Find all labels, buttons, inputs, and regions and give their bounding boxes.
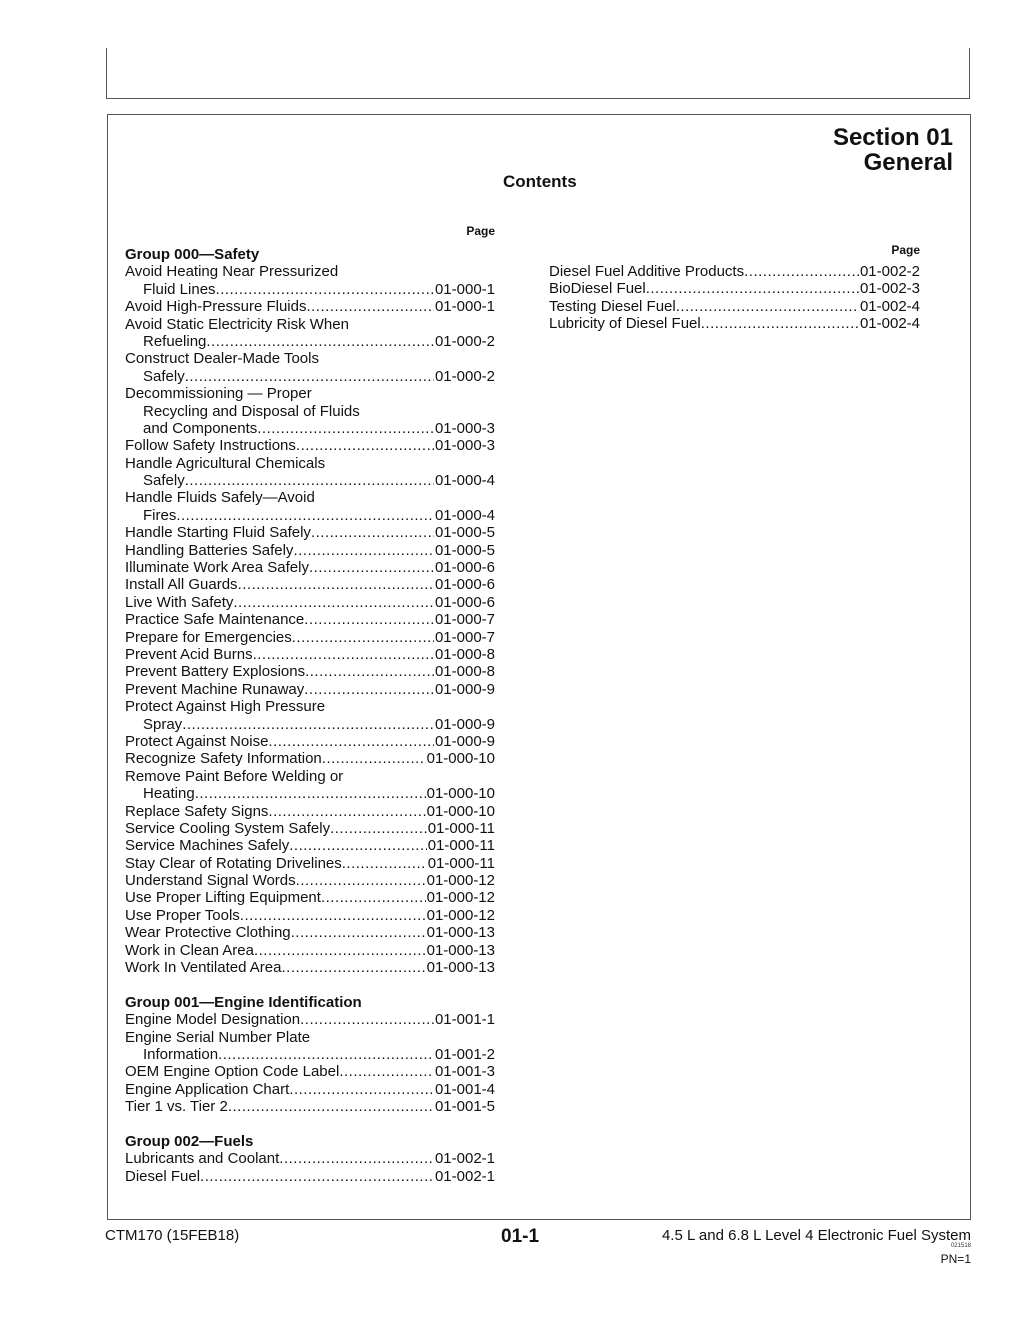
section-heading xyxy=(833,125,953,175)
toc-entry-line xyxy=(125,942,495,959)
toc-entry xyxy=(125,959,495,976)
toc-leader-dots xyxy=(279,1150,434,1167)
toc-entry-text: Safely xyxy=(143,472,185,490)
toc-entry xyxy=(125,455,495,490)
toc-entry-page: 01-000-6 xyxy=(434,559,495,577)
toc-entry-text: Prevent Machine Runaway xyxy=(125,680,305,698)
toc-entry-page: 01-000-10 xyxy=(426,785,495,803)
toc-leader-dots xyxy=(216,281,434,298)
toc-entry-text: Fluid Lines xyxy=(143,280,216,298)
page-column-label: Page xyxy=(891,243,920,257)
toc-entry-line xyxy=(125,663,495,680)
toc-entry-line xyxy=(125,872,495,889)
toc-entry-page: 01-000-12 xyxy=(426,872,495,890)
toc-leader-dots xyxy=(342,855,427,872)
toc-entry-page: 01-000-10 xyxy=(426,802,495,820)
toc-entry xyxy=(125,1011,495,1028)
toc-entry-line xyxy=(125,646,495,663)
toc-leader-dots xyxy=(676,298,859,315)
toc-entry-text: Avoid Static Electricity Risk When xyxy=(125,315,349,333)
toc-entry xyxy=(125,559,495,576)
toc-leader-dots xyxy=(306,298,433,315)
toc-entry-text: Handle Starting Fluid Safely xyxy=(125,524,311,542)
toc-entry-text: Safely xyxy=(143,367,185,385)
toc-entry-line xyxy=(125,403,495,420)
toc-leader-dots xyxy=(281,959,425,976)
toc-entry-page: 01-000-3 xyxy=(434,419,495,437)
toc-entry-line xyxy=(549,280,920,297)
toc-entry-text: Use Proper Lifting Equipment xyxy=(125,889,321,907)
section-title: General xyxy=(863,149,953,176)
toc-entry-line xyxy=(125,1011,495,1028)
toc-entry-text: Understand Signal Words xyxy=(125,872,296,890)
toc-entry-page: 01-002-1 xyxy=(434,1167,495,1185)
toc-entry-page: 01-001-1 xyxy=(434,1011,495,1029)
toc-entry xyxy=(125,316,495,351)
toc-entry-line xyxy=(125,420,495,437)
toc-entry-text: Handling Batteries Safely xyxy=(125,541,294,559)
toc-entry-text: Lubricity of Diesel Fuel xyxy=(549,315,701,333)
toc-entry-page: 01-000-1 xyxy=(434,298,495,316)
toc-entry-text: Protect Against High Pressure xyxy=(125,698,326,716)
toc-entry-text: Stay Clear of Rotating Drivelines xyxy=(125,854,342,872)
footer-page-number: 01-1 xyxy=(501,1226,540,1247)
footer-code: 021518 xyxy=(950,1243,971,1249)
toc-entry-text: Testing Diesel Fuel xyxy=(549,297,676,315)
toc-entry-text: Wear Protective Clothing xyxy=(125,924,291,942)
toc-entry-text: Practice Safe Maintenance xyxy=(125,611,305,629)
toc-entry xyxy=(549,280,920,297)
toc-entry-page: 01-000-13 xyxy=(426,924,495,942)
toc-entry-page: 01-000-11 xyxy=(427,854,495,872)
toc-entry-line xyxy=(125,298,495,315)
toc-leader-dots xyxy=(206,333,434,350)
toc-entry-page: 01-000-11 xyxy=(427,819,495,837)
toc-entry xyxy=(549,315,920,332)
toc-entry-page: 01-000-2 xyxy=(434,367,495,385)
toc-entry-page: 01-000-12 xyxy=(426,889,495,907)
toc-entry xyxy=(125,924,495,941)
toc-entry-page: 01-002-3 xyxy=(859,280,920,298)
toc-entry-page: 01-000-9 xyxy=(434,715,495,733)
toc-right-column xyxy=(549,241,920,333)
toc-entry-text: Follow Safety Instructions xyxy=(125,437,296,455)
toc-entry-line xyxy=(125,489,495,506)
toc-entry-text: Prevent Acid Burns xyxy=(125,645,253,663)
toc-entry-page: 01-000-4 xyxy=(434,472,495,490)
contents-title: Contents xyxy=(503,172,577,191)
toc-entry-line xyxy=(125,316,495,333)
toc-leader-dots xyxy=(185,472,434,489)
toc-leader-dots xyxy=(268,733,434,750)
toc-entry-page: 01-002-4 xyxy=(859,315,920,333)
footer-title: 4.5 L and 6.8 L Level 4 Electronic Fuel System xyxy=(661,1227,971,1244)
toc-entry-line xyxy=(125,594,495,611)
toc-leader-dots xyxy=(291,924,426,941)
toc-leader-dots xyxy=(292,629,434,646)
toc-leader-dots xyxy=(218,1046,434,1063)
toc-entry-text: Work In Ventilated Area xyxy=(125,959,282,977)
toc-entry-text: Spray xyxy=(143,715,183,733)
toc-entry-line xyxy=(125,350,495,367)
section-number: Section 01 xyxy=(832,124,953,151)
toc-entry-line xyxy=(549,263,920,280)
toc-group-title: Group 001—Engine Identification xyxy=(125,993,362,1011)
toc-entry-line xyxy=(549,315,920,332)
toc-entry xyxy=(125,1029,495,1064)
toc-entry-line xyxy=(125,368,495,385)
toc-entry-page: 01-000-7 xyxy=(434,628,495,646)
toc-entry-text: OEM Engine Option Code Label xyxy=(125,1063,340,1081)
toc-entry-line xyxy=(125,385,495,402)
toc-entry xyxy=(125,733,495,750)
contents-frame xyxy=(107,114,971,1220)
toc-entry-text: Replace Safety Signs xyxy=(125,802,269,820)
toc-entry-line xyxy=(125,1046,495,1063)
toc-entry-text: Protect Against Noise xyxy=(125,732,269,750)
toc-entry xyxy=(125,646,495,663)
toc-leader-dots xyxy=(646,280,859,297)
toc-entry-text: Illuminate Work Area Safely xyxy=(125,559,309,577)
toc-leader-dots xyxy=(228,1098,434,1115)
toc-entry-text: Remove Paint Before Welding or xyxy=(125,767,344,785)
toc-entry-line xyxy=(125,750,495,767)
toc-leader-dots xyxy=(309,559,434,576)
toc-entry-text: BioDiesel Fuel xyxy=(549,280,646,298)
toc-entry-page: 01-000-11 xyxy=(427,837,495,855)
toc-leader-dots xyxy=(296,437,434,454)
toc-entry-text: Lubricants and Coolant xyxy=(125,1150,280,1168)
toc-entry-text: Engine Application Chart xyxy=(125,1080,290,1098)
toc-entry-page: 01-000-13 xyxy=(426,959,495,977)
toc-leader-dots xyxy=(182,716,434,733)
toc-leader-dots xyxy=(233,594,434,611)
toc-entry-page: 01-000-9 xyxy=(434,732,495,750)
toc-entry xyxy=(549,298,920,315)
toc-entry xyxy=(125,298,495,315)
toc-entry xyxy=(125,1098,495,1115)
toc-group-title: Group 002—Fuels xyxy=(125,1132,254,1150)
toc-entry-text: Service Machines Safely xyxy=(125,837,290,855)
page-column-label: Page xyxy=(466,224,495,238)
toc-entry-line xyxy=(125,576,495,593)
footer-doc-id: CTM170 (15FEB18) xyxy=(105,1227,240,1244)
toc-leader-dots xyxy=(322,750,426,767)
toc-entry xyxy=(125,385,495,437)
toc-entry-page: 01-001-4 xyxy=(434,1080,495,1098)
toc-entry-line xyxy=(125,924,495,941)
toc-entry-line xyxy=(125,1150,495,1167)
toc-leader-dots xyxy=(253,646,434,663)
toc-entry-text: Prevent Battery Explosions xyxy=(125,663,306,681)
toc-entry-page: 01-000-3 xyxy=(434,437,495,455)
toc-entry xyxy=(125,768,495,803)
toc-entry-line xyxy=(125,524,495,541)
toc-entry xyxy=(549,263,920,280)
toc-entry xyxy=(125,263,495,298)
toc-entry-text: Service Cooling System Safely xyxy=(125,819,331,837)
toc-entry xyxy=(125,1150,495,1167)
toc-entry-line xyxy=(125,837,495,854)
toc-leader-dots xyxy=(296,872,426,889)
toc-leader-dots xyxy=(321,889,426,906)
toc-entry-page: 01-000-6 xyxy=(434,576,495,594)
toc-entry xyxy=(125,942,495,959)
toc-leader-dots xyxy=(339,1063,434,1080)
toc-entry-text: Live With Safety xyxy=(125,593,234,611)
toc-entry-line xyxy=(125,855,495,872)
toc-leader-dots xyxy=(185,368,434,385)
toc-entry-text: Install All Guards xyxy=(125,576,238,594)
toc-entry-line xyxy=(125,437,495,454)
toc-entry-line xyxy=(125,681,495,698)
toc-entry-text: Construct Dealer-Made Tools xyxy=(125,350,319,368)
toc-entry-line xyxy=(125,472,495,489)
toc-entry xyxy=(125,872,495,889)
toc-entry-text: Fires xyxy=(143,506,177,524)
toc-entry-line xyxy=(125,281,495,298)
toc-leader-dots xyxy=(330,820,427,837)
toc-entry-text: and Components xyxy=(143,419,258,437)
toc-entry-page: 01-000-4 xyxy=(434,506,495,524)
toc-leader-dots xyxy=(744,263,859,280)
toc-leader-dots xyxy=(257,420,434,437)
toc-entry-line xyxy=(125,1098,495,1115)
toc-entry xyxy=(125,907,495,924)
toc-entry-line xyxy=(125,959,495,976)
group-spacer xyxy=(125,1116,495,1133)
toc-entry xyxy=(125,681,495,698)
toc-entry-text: Information xyxy=(143,1045,219,1063)
toc-entry-text: Handle Agricultural Chemicals xyxy=(125,454,326,472)
toc-entry xyxy=(125,437,495,454)
toc-entry-line xyxy=(125,611,495,628)
toc-entry xyxy=(125,1063,495,1080)
toc-entry-line xyxy=(125,333,495,350)
toc-entry xyxy=(125,1168,495,1185)
toc-leader-dots xyxy=(289,1081,434,1098)
toc-entry-text: Work in Clean Area xyxy=(125,941,254,959)
toc-entry-text: Refueling xyxy=(143,332,207,350)
toc-entry-page: 01-002-2 xyxy=(859,263,920,280)
toc-entry xyxy=(125,524,495,541)
toc-entry-page: 01-000-10 xyxy=(426,750,495,768)
toc-entry-line xyxy=(125,907,495,924)
toc-entry-line xyxy=(125,803,495,820)
toc-entry xyxy=(125,837,495,854)
toc-entry-text: Recycling and Disposal of Fluids xyxy=(143,402,360,420)
toc-entry-page: 01-001-5 xyxy=(434,1098,495,1116)
toc-entry-text: Engine Serial Number Plate xyxy=(125,1028,311,1046)
toc-entry-text: Recognize Safety Information xyxy=(125,750,322,768)
toc-entry-page: 01-000-1 xyxy=(434,280,495,298)
toc-entry-page: 01-000-2 xyxy=(434,332,495,350)
toc-entry xyxy=(125,820,495,837)
toc-leader-dots xyxy=(238,576,434,593)
toc-entry-line xyxy=(549,298,920,315)
toc-entry-text: Engine Model Designation xyxy=(125,1011,301,1029)
toc-entry-line xyxy=(125,889,495,906)
toc-entry xyxy=(125,698,495,733)
toc-entry-line xyxy=(125,1029,495,1046)
toc-entry xyxy=(125,576,495,593)
header-frame xyxy=(106,48,970,99)
toc-leader-dots xyxy=(254,942,426,959)
toc-entry xyxy=(125,542,495,559)
toc-leader-dots xyxy=(195,785,426,802)
toc-leader-dots xyxy=(200,1168,434,1185)
toc-entry-line xyxy=(125,733,495,750)
toc-entry-page: 01-000-6 xyxy=(434,593,495,611)
toc-entry-line xyxy=(125,507,495,524)
toc-entry-page: 01-000-13 xyxy=(426,941,495,959)
toc-leader-dots xyxy=(268,803,425,820)
toc-entry-line xyxy=(125,820,495,837)
toc-entry-line xyxy=(125,542,495,559)
toc-entry-page: 01-000-5 xyxy=(434,524,495,542)
toc-entry-page: 01-000-8 xyxy=(434,663,495,681)
toc-entry-text: Avoid Heating Near Pressurized xyxy=(125,263,339,281)
toc-entry-page: 01-001-2 xyxy=(434,1045,495,1063)
toc-entry-text: Handle Fluids Safely—Avoid xyxy=(125,489,315,507)
toc-leader-dots xyxy=(176,507,434,524)
toc-left-column xyxy=(125,222,495,1185)
toc-leader-dots xyxy=(311,524,434,541)
toc-entry-page: 01-001-3 xyxy=(434,1063,495,1081)
toc-entry xyxy=(125,889,495,906)
toc-entry xyxy=(125,350,495,385)
toc-entry-text: Diesel Fuel Additive Products xyxy=(549,263,745,280)
toc-leader-dots xyxy=(305,663,434,680)
toc-entry-line xyxy=(125,263,495,280)
toc-entry-page: 01-000-9 xyxy=(434,680,495,698)
toc-entry-line xyxy=(125,629,495,646)
toc-leader-dots xyxy=(300,1011,434,1028)
toc-entry-text: Heating xyxy=(143,785,195,803)
toc-entry-page: 01-000-5 xyxy=(434,541,495,559)
group-spacer xyxy=(125,976,495,993)
toc-entry-line xyxy=(125,785,495,802)
toc-entry xyxy=(125,1081,495,1098)
toc-entry-text: Avoid High-Pressure Fluids xyxy=(125,298,307,316)
toc-leader-dots xyxy=(304,611,434,628)
toc-entry xyxy=(125,594,495,611)
toc-entry xyxy=(125,663,495,680)
toc-entry-line xyxy=(125,768,495,785)
toc-leader-dots xyxy=(289,837,426,854)
toc-entry xyxy=(125,803,495,820)
toc-entry xyxy=(125,750,495,767)
toc-entry-line xyxy=(125,1063,495,1080)
toc-entry-page: 01-002-4 xyxy=(859,297,920,315)
toc-entry-text: Diesel Fuel xyxy=(125,1167,201,1185)
toc-entry xyxy=(125,855,495,872)
toc-entry xyxy=(125,489,495,524)
toc-entry-page: 01-000-7 xyxy=(434,611,495,629)
toc-entry-text: Decommissioning — Proper xyxy=(125,385,312,403)
toc-entry xyxy=(125,611,495,628)
toc-entry-line xyxy=(125,716,495,733)
toc-entry-line xyxy=(125,455,495,472)
toc-entry-page: 01-002-1 xyxy=(434,1150,495,1168)
toc-leader-dots xyxy=(240,907,426,924)
toc-entry-text: Tier 1 vs. Tier 2 xyxy=(125,1098,228,1116)
toc-leader-dots xyxy=(701,315,859,332)
footer-pn: PN=1 xyxy=(940,1252,971,1266)
toc-leader-dots xyxy=(304,681,434,698)
toc-entry-page: 01-000-12 xyxy=(426,906,495,924)
toc-group-title: Group 000—Safety xyxy=(125,246,260,263)
toc-leader-dots xyxy=(293,542,434,559)
toc-entry-text: Use Proper Tools xyxy=(125,906,240,924)
toc-entry-line xyxy=(125,1081,495,1098)
toc-entry xyxy=(125,629,495,646)
toc-entry-page: 01-000-8 xyxy=(434,645,495,663)
toc-entry-line xyxy=(125,1168,495,1185)
toc-entry-line xyxy=(125,559,495,576)
toc-entry-text: Prepare for Emergencies xyxy=(125,628,292,646)
toc-entry-line xyxy=(125,698,495,715)
